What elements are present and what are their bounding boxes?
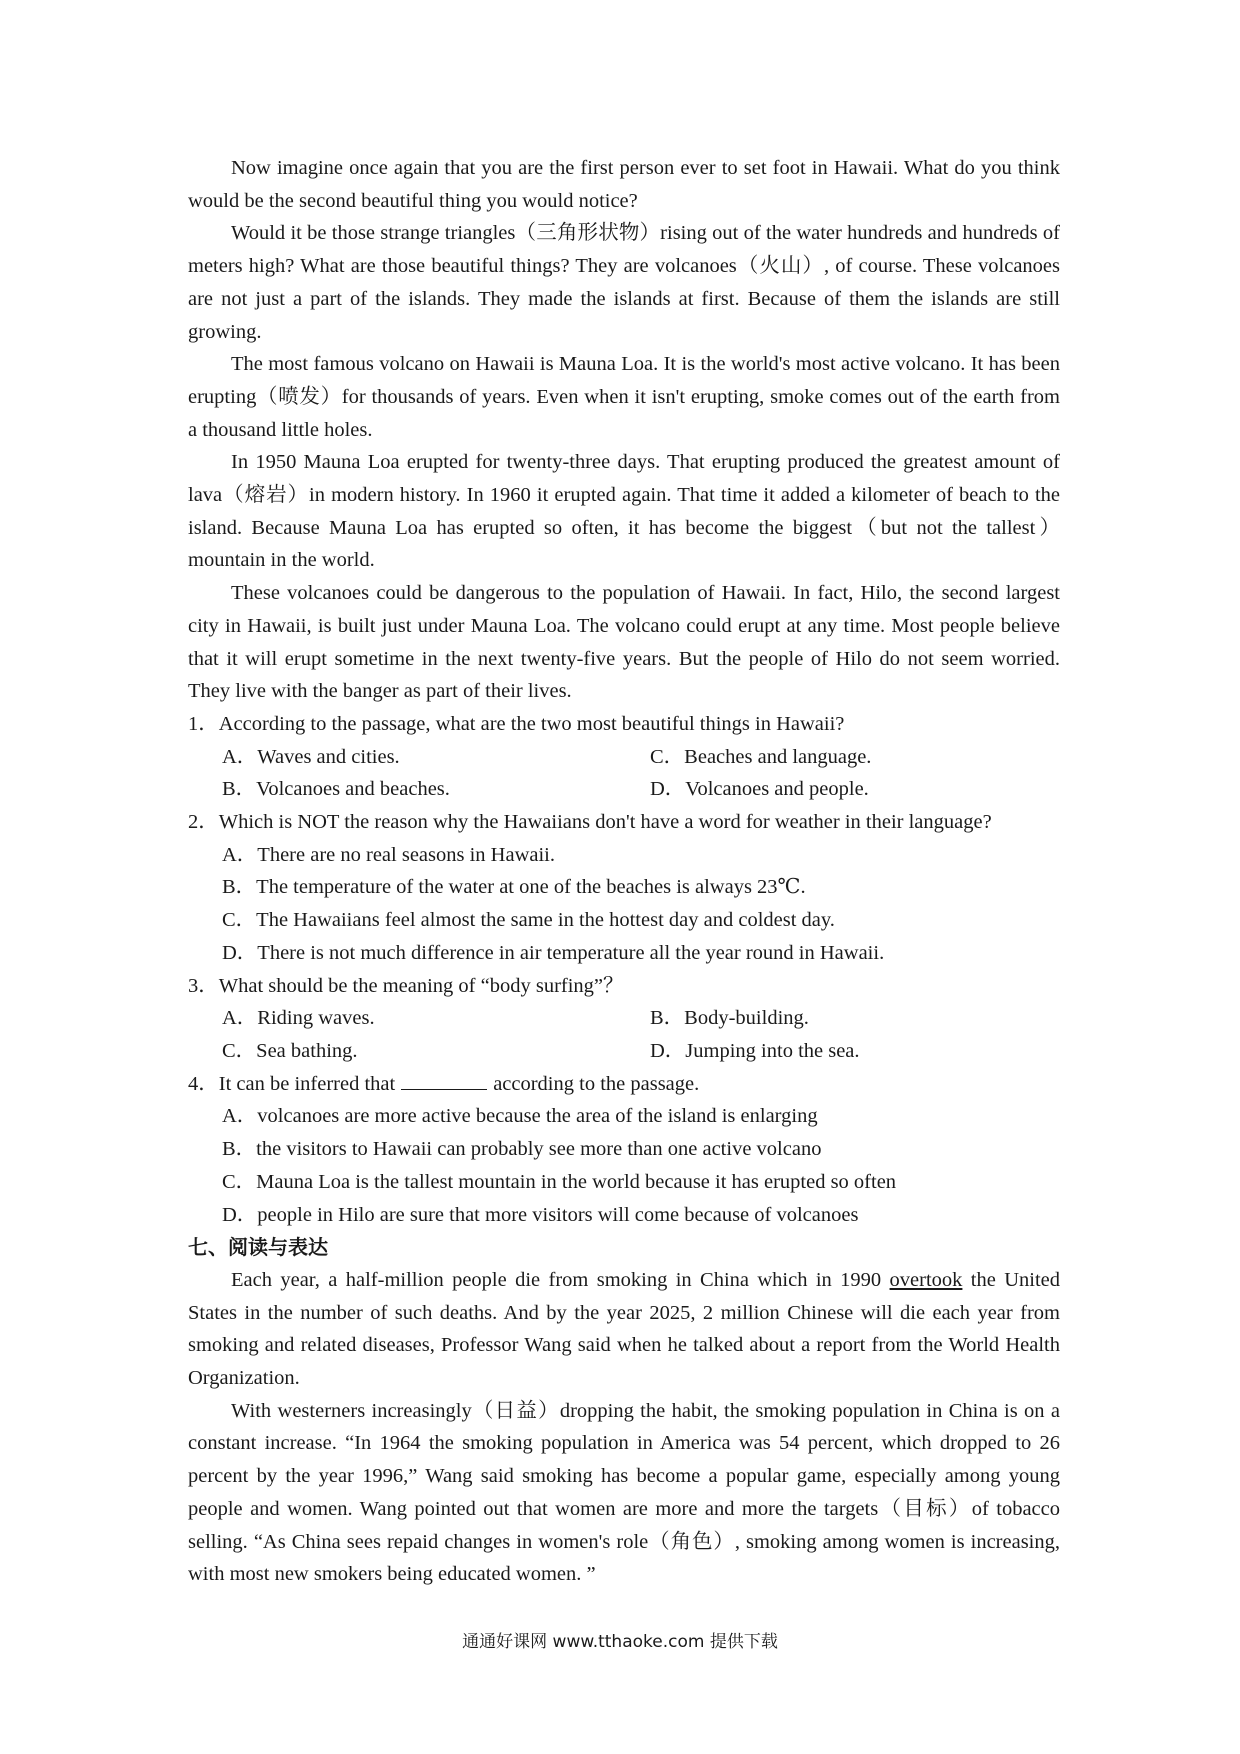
option-d: D．people in Hilo are sure that more visitors will come because of volcanoes <box>222 1203 859 1226</box>
answer-blank <box>401 1073 487 1090</box>
option-a: A．volcanoes are more active because the area of the island is enlarging <box>222 1105 818 1128</box>
option-d: D．Jumping into the sea. <box>650 1039 860 1062</box>
question-4-stem <box>188 1068 1060 1101</box>
question-2-stem: 2．Which is NOT the reason why the Hawaiians don't have a word for weather in their language? <box>188 811 992 834</box>
option-b: B．The temperature of the water at one of the beaches is always 23℃. <box>222 876 806 899</box>
option-a: A．Waves and cities. <box>222 745 400 768</box>
question-3-stem: 3．What should be the meaning of “body surfing”？ <box>188 974 624 997</box>
option-c: C．The Hawaiians feel almost the same in the hottest day and coldest day. <box>222 909 835 932</box>
option-d: D．Volcanoes and people. <box>650 778 869 801</box>
option-b: B．the visitors to Hawaii can probably see more than one active volcano <box>222 1138 822 1161</box>
paragraph: With westerners increasingly（日益）dropping the habit, the smoking population in China is on a constant increase. “In 1964 the smoking population in America was 54 percent, which dropped to 26 percent by the year 1996,” Wang said smoking has become a popular game, especially among young people and women. Wang pointed out that women are more and more the targets（目标）of tobacco selling. “As China sees repaid changes in women's role（角色）, smoking among women is increasing, with most new smokers being educated women. ” <box>188 1399 1060 1586</box>
option-a: A．Riding waves. <box>222 1007 375 1030</box>
paragraph-text: the United States in the number of such deaths. And by the year 2025, 2 million Chinese will die each year from smoking and related diseases, Professor Wang said when he talked about a report from the World Health Organization. <box>188 1268 1061 1390</box>
option-b: B．Body-building. <box>650 1007 809 1030</box>
option-c: C．Beaches and language. <box>650 745 872 768</box>
paragraph: Now imagine once again that you are the first person ever to set foot in Hawaii. What do you think would be the second beautiful thing you would notice? <box>188 157 1060 212</box>
paragraph-text: Each year, a half-million people die from smoking in China which in 1990 <box>231 1268 882 1291</box>
page-footer: 通通好课网 www.tthaoke.com 提供下载 <box>462 1632 778 1652</box>
question-1-stem: 1．According to the passage, what are the two most beautiful things in Hawaii? <box>188 712 845 735</box>
underlined-word: overtook <box>889 1268 963 1291</box>
section-title: 七、阅读与表达 <box>188 1235 328 1260</box>
paragraph: Would it be those strange triangles（三角形状物）rising out of the water hundreds and hundreds of meters high? What are those beautiful things? They are volcanoes（火山）, of course. These volcanoes are not just a part of the islands. They made the islands at first. Because of them the islands are still growing. <box>188 222 1060 343</box>
question-4-stem-start: 4．It can be inferred that <box>188 1072 396 1095</box>
option-b: B．Volcanoes and beaches. <box>222 778 450 801</box>
question-1-options-row-1 <box>188 741 1060 774</box>
option-d: D．There is not much difference in air temperature all the year round in Hawaii. <box>222 941 885 964</box>
option-c: C．Mauna Loa is the tallest mountain in the world because it has erupted so often <box>222 1170 897 1193</box>
question-3-options-row-2 <box>188 1035 1060 1068</box>
paragraph <box>188 1264 1060 1395</box>
question-3-options-row-1 <box>188 1002 1060 1035</box>
question-1-options-row-2 <box>188 773 1060 806</box>
document-body <box>188 152 1060 1591</box>
option-a: A．There are no real seasons in Hawaii. <box>222 843 555 866</box>
paragraph: In 1950 Mauna Loa erupted for twenty-three days. That erupting produced the greatest amount of lava（熔岩）in modern history. In 1960 it erupted again. That time it added a kilometer of beach to the island. Because Mauna Loa has erupted so often, it has become the biggest（but not the tallest）mountain in the world. <box>188 451 1060 572</box>
question-4-stem-end: according to the passage. <box>493 1072 700 1095</box>
paragraph: The most famous volcano on Hawaii is Mauna Loa. It is the world's most active volcano. It has been erupting（喷发）for thousands of years. Even when it isn't erupting, smoke comes out of the earth from a thousand little holes. <box>188 353 1060 441</box>
option-c: C．Sea bathing. <box>222 1039 358 1062</box>
paragraph: These volcanoes could be dangerous to the population of Hawaii. In fact, Hilo, the second largest city in Hawaii, is built just under Mauna Loa. The volcano could erupt at any time. Most people believe that it will erupt sometime in the next twenty-five years. But the people of Hilo do not seem worried. They live with the banger as part of their lives. <box>188 582 1060 703</box>
